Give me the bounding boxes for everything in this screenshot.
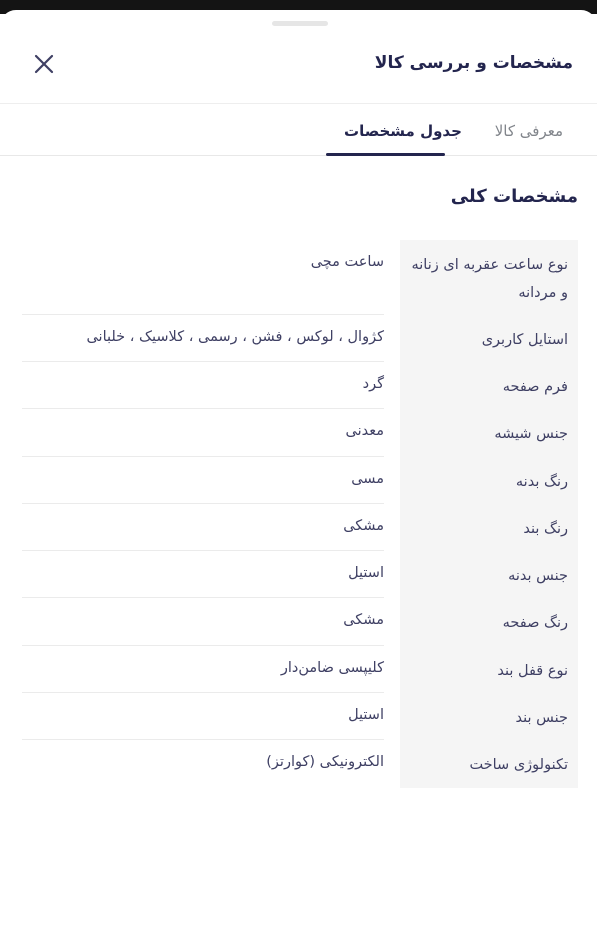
spec-key: نوع ساعت عقربه ای زنانه و مردانه — [400, 240, 578, 315]
spec-row — [22, 409, 578, 457]
close-button[interactable] — [30, 50, 58, 78]
spec-value: الکترونیکی (کوارتز) — [266, 754, 384, 770]
spec-row — [22, 362, 578, 409]
sheet-header — [0, 36, 597, 104]
spec-key: نوع قفل بند — [400, 646, 578, 693]
spec-key: جنس بدنه — [400, 551, 578, 598]
spec-key: استایل کاربری — [400, 315, 578, 362]
spec-row — [22, 240, 578, 315]
drag-handle[interactable] — [272, 21, 328, 26]
spec-row — [22, 646, 578, 693]
spec-key: جنس بند — [400, 693, 578, 740]
section-title: مشخصات کلی — [450, 186, 578, 207]
spec-value: مسی — [22, 457, 384, 504]
spec-value: گرد — [22, 362, 384, 409]
spec-value: استیل — [22, 551, 384, 598]
spec-row — [22, 693, 578, 740]
sheet-title: مشخصات و بررسی کالا — [374, 53, 573, 73]
spec-value: معدنی — [22, 409, 384, 457]
spec-value: کلیپسی ضامن‌دار — [22, 646, 384, 693]
spec-key: تکنولوژی ساخت — [400, 740, 578, 788]
spec-row — [22, 457, 578, 504]
spec-value: مشکی — [22, 504, 384, 551]
close-icon — [34, 54, 54, 74]
spec-key: فرم صفحه — [400, 362, 578, 409]
spec-value: کژوال ، لوکس ، فشن ، رسمی ، کلاسیک ، خلبانی — [22, 315, 384, 362]
specs-table — [22, 240, 578, 788]
spec-value: استیل — [22, 693, 384, 740]
spec-row — [22, 598, 578, 646]
spec-value: مشکی — [22, 598, 384, 646]
spec-key: رنگ صفحه — [400, 598, 578, 646]
spec-value: ساعت مچی — [22, 240, 384, 315]
tab-bar — [0, 104, 597, 156]
spec-row — [22, 315, 578, 362]
spec-row — [22, 740, 578, 788]
tab-specifications[interactable]: جدول مشخصات — [344, 122, 462, 140]
tab-product-intro[interactable]: معرفی کالا — [494, 122, 563, 140]
spec-row — [22, 504, 578, 551]
spec-row — [22, 551, 578, 598]
spec-key: جنس شیشه — [400, 409, 578, 457]
active-tab-indicator — [326, 153, 445, 156]
spec-key: رنگ بند — [400, 504, 578, 551]
spec-key: رنگ بدنه — [400, 457, 578, 504]
